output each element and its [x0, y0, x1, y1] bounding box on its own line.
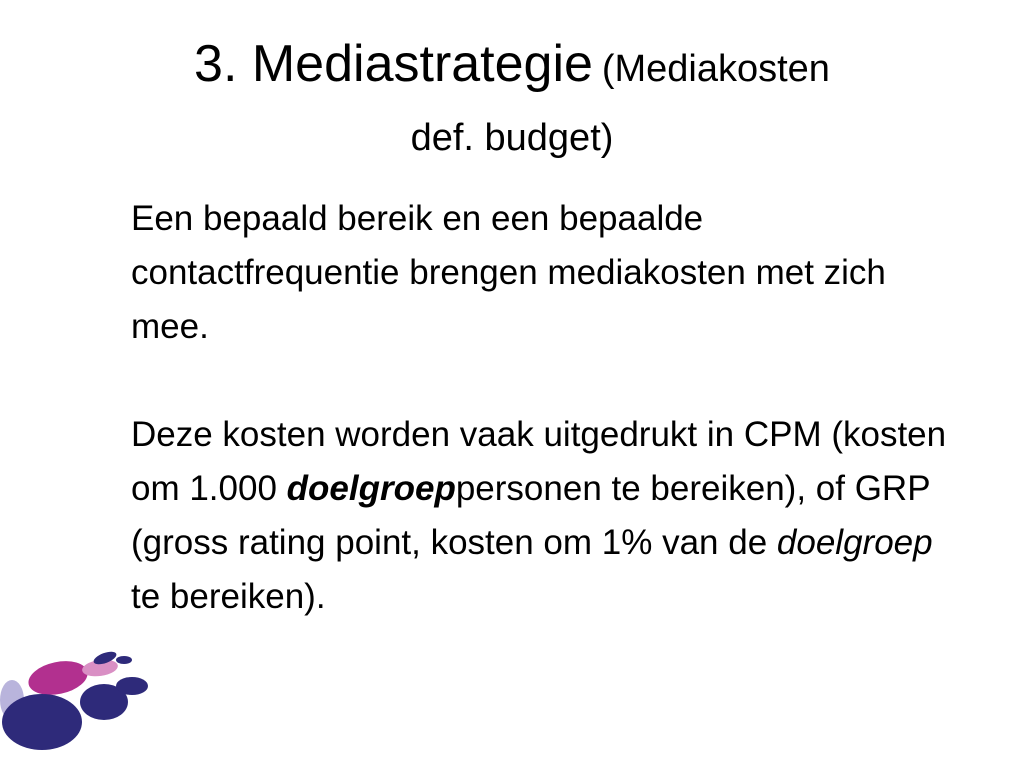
title-sub-line2: def. budget) [410, 117, 614, 159]
title-main: 3. Mediastrategie [194, 35, 593, 93]
slide-body [131, 192, 971, 624]
logo-bubble-magenta [25, 656, 90, 700]
logo-bubble-navy-tiny [116, 656, 132, 664]
paragraph-costs [131, 408, 971, 624]
paragraph-costs-part3: te bereiken). [131, 577, 326, 616]
slide-title [0, 30, 1024, 173]
paragraph-costs-part2: personen te bereiken), of GRP (gross rating point, kosten om 1% van de [131, 469, 930, 562]
logo-bubble-navy-large [2, 694, 82, 750]
emphasis-doelgroep-italic: doelgroep [776, 523, 933, 562]
bubbles-logo-icon [0, 648, 170, 760]
paragraph-costs-part1: Deze kosten worden vaak uitgedrukt in CPM (kosten om 1.000 [131, 415, 947, 508]
title-sub-line1: (Mediakosten [601, 48, 830, 90]
emphasis-doelgroep-bold: doelgroep [286, 469, 456, 508]
paragraph-reach-text: Een bepaald bereik en een bepaalde contactfrequentie brengen mediakosten met zich mee. [131, 199, 886, 346]
paragraph-reach [131, 192, 971, 354]
logo-bubble-navy-right [116, 677, 148, 695]
